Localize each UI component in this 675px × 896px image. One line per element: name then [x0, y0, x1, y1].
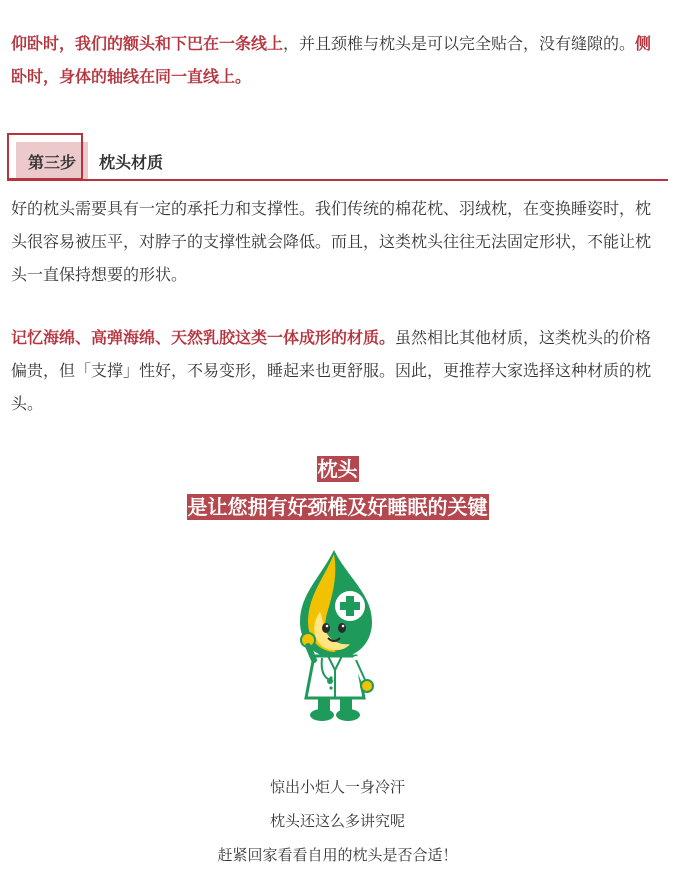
intro-highlight: 仰卧时，我们的额头和下巴在一条线上: [11, 34, 284, 53]
material-text: 虽然相比其他材质，这类枕头的价格偏贵，但「支撑」性好，不易变形，睡起来也更舒服。因此，更推荐大家选择这种材质的枕头。: [11, 328, 652, 413]
section-divider: [7, 179, 668, 181]
caption-line-2: 是让您拥有好颈椎及好睡眠的关键: [187, 495, 488, 519]
intro-text: ，并且颈椎与枕头是可以完全贴合，没有缝隙的。: [283, 34, 636, 53]
intro-paragraph: [11, 27, 663, 93]
caption-line-1-wrap: [0, 456, 675, 482]
body-paragraph-1: 好的枕头需要具有一定的承托力和支撑性。我们传统的棉花枕、羽绒枕，在变换睡姿时，枕头很容易被压平，对脖子的支撑性就会降低。而且，这类枕头往往无法固定形状，不能让枕头一直保持想要的形状。: [11, 199, 652, 284]
section-label: 第三步: [27, 153, 76, 172]
doctor-drop-mascot-icon: [290, 548, 380, 724]
body-paragraph-2: [11, 321, 663, 420]
material-highlight: 记忆海绵、高弹海绵、天然乳胶这类一体成形的材质。: [11, 328, 396, 347]
closing-line-2: 枕头还这么多讲究呢: [269, 812, 405, 830]
closing-line-3: 赶紧回家看看自用的枕头是否合适！: [217, 846, 458, 864]
closing-line-1: 惊出小炬人一身冷汗: [269, 778, 405, 796]
intro-highlight-2: 侧卧时，身体的轴线在同一直线上。: [11, 34, 652, 86]
caption-line-1: 枕头: [317, 457, 358, 481]
section-title: 枕头材质: [99, 153, 164, 172]
caption-line-2-wrap: [0, 494, 675, 520]
